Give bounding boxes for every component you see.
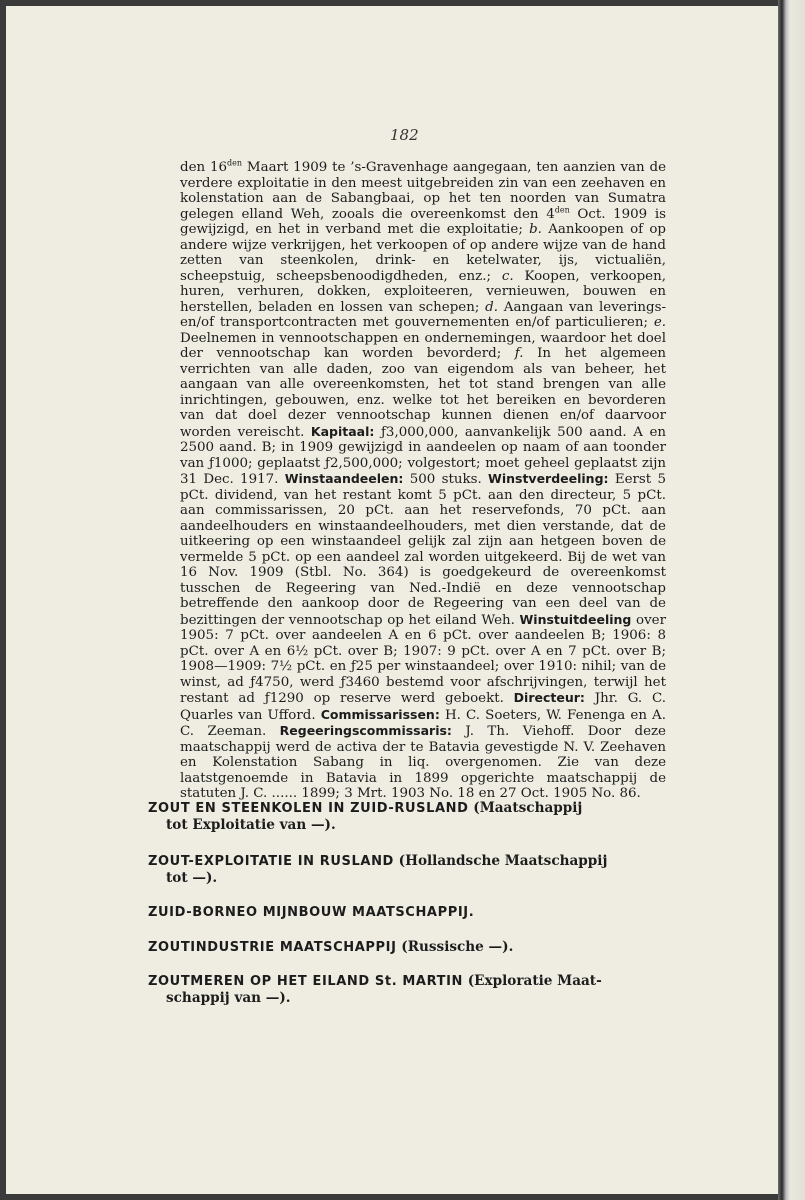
page-number: 182 [390, 126, 419, 144]
entry-note: (Russische —). [396, 939, 514, 955]
entry-note: (Maatschappij [468, 800, 583, 816]
field-label-kapitaal: Kapitaal: [310, 423, 375, 439]
entry-title: ZOUT EN STEENKOLEN IN ZUID-RUSLAND [148, 801, 469, 816]
entry-heading [148, 973, 668, 1006]
text-run: den 16 [180, 160, 228, 175]
entry-heading [148, 800, 668, 833]
text-run: Koopen, verkoopen, huren, verhuren, dokken, exploiteeren, vernieuwen, bouwen en herstellen, beladen en lossen van schepen; [180, 268, 666, 315]
entry-continuation: tot Exploitatie van —). [166, 817, 336, 833]
text-run: over 1905: 7 pCt. over aandeelen A en 6 pCt. over aandeelen B; 1906: 8 pCt. over A en 6½ pCt. over B; 1907: 9 pCt. over A en 7 pCt. over B; 1908—1909: 7½ pCt. en ƒ25 per winstaandeel; over 1910: nihil; van de winst, ad ƒ4750, werd ƒ3460 bestemd voor afschrijvingen, terwijl het restant ad ƒ1290 op reserve werd geboekt. [180, 612, 666, 706]
entry-title: ZOUTINDUSTRIE MAATSCHAPPIJ [148, 940, 397, 955]
text-run: Eerst 5 pCt. dividend, van het restant komt 5 pCt. aan den directeur, 5 pCt. aan commissarissen, 20 pCt. aan het reservefonds, 70 pCt. aan aandeelhouders en winstaandeelhouders, met dien verstande, dat de uitkeering op een winstaandeel gelijk zal zijn aan hetgeen boven de vermelde 5 pCt. op een aandeel zal worden uitgekeerd. Bij de wet van 16 Nov. 1909 (Stbl. No. 364) is goedgekeurd de overeenkomst tusschen de Regeering van Ned.-Indië en deze vennootschap betreffende den aankoop door de Regeering van een deel van de bezittingen der vennootschap op het eiland Weh. [180, 472, 667, 628]
entry-title: ZOUT-EXPLOITATIE IN RUSLAND [148, 854, 394, 869]
entry-heading [148, 904, 668, 921]
superscript: den [227, 158, 243, 168]
list-label: d. [485, 299, 498, 315]
main-paragraph [180, 160, 666, 802]
field-label-directeur: Directeur: [513, 690, 585, 705]
entry-note: (Hollandsche Maatschappij [393, 853, 608, 869]
entry-continuation: schappij van —). [166, 990, 291, 1006]
list-label: b. [529, 222, 542, 237]
text-run: ƒ3,000,000, aanvankelijk 500 aand. A en 2500 aand. B; in 1909 gewijzigd in aandeelen op naam of aan toonder van ƒ1000; geplaatst ƒ2,500,000; volgestort; moet geheel geplaatst zijn 31 Dec. 1917. [180, 424, 667, 487]
field-label-regeeringscommissaris: Regeeringscommissaris: [279, 723, 452, 738]
entry-title: ZUID-BORNEO MIJNBOUW MAATSCHAPPIJ. [148, 905, 475, 920]
text-run: Aangaan van leverings- en/of transportcontracten met gouvernementen en/of particulieren; [180, 299, 666, 330]
text-run: In het algemeen verrichten van alle daden, zoo van eigendom als van beheer, het aangaan van alle overeenkomsten, het tot stand brengen van alle inrichtingen, gebouwen, enz. welke tot het bereiken en bevorderen van dat doel dezer vennootschap kunnen dienen en/of daarvoor worden vereischt. [180, 346, 666, 440]
entry-note: (Exploratie Maat- [462, 973, 602, 989]
text-run: Deelnemen in vennootschappen en ondernemingen, waardoor het doel der vennootschap kan worden bevorderd; [180, 330, 666, 361]
field-label-winstuitdeeling: Winstuitdeeling [519, 611, 632, 627]
list-label: e. [653, 315, 666, 330]
text-run: Aankoopen of op andere wijze verkrijgen, het verkoopen of op andere wijze van de hand zetten van steenkolen, drink- en ketelwater, ijs, victualiën, scheepstuig, scheepsbenoodigdheden, enz.; [180, 222, 666, 284]
text-run: H. C. Soeters, W. Fenenga en A. C. Zeeman. [180, 707, 666, 739]
field-label-commissarissen: Commissarissen: [320, 706, 440, 722]
list-label: c. [501, 268, 514, 284]
text-run: Jhr. G. C. Quarles van Ufford. [180, 691, 667, 723]
page-edge [778, 0, 805, 1200]
text-run: J. Th. Viehoff. Door deze maatschappij werd de activa der te Batavia gevestigde N. V. Zeehaven en Kolenstation Sabang in liq. overgenomen. Zie van deze laatstgenoemde in Batavia in 1899 opgerichte maatschappij de statuten J. C. ...... 1899; 3 Mrt. 1903 No. 18 en 27 Oct. 1905 No. 86. [180, 724, 666, 801]
field-label-winstverdeeling: Winstverdeeling: [488, 471, 609, 486]
entry-continuation: tot —). [166, 870, 218, 886]
superscript: den [554, 205, 570, 215]
text-run: Maart 1909 te ’s-Gravenhage aangegaan, ten aanzien van de verdere exploitatie in den meest uitgebreiden zin van een zeehaven en kolenstation aan de Sabangbaai, op het ten noorden van Sumatra gelegen elland Weh, zooals die overeenkomst den 4 [180, 160, 667, 222]
text-run: 500 stuks. [403, 472, 489, 487]
entry-heading [148, 939, 668, 956]
entry-heading [148, 853, 668, 886]
entry-title: ZOUTMEREN OP HET EILAND St. MARTIN [148, 974, 463, 989]
list-label: f. [514, 346, 524, 361]
text-run: Oct. 1909 is gewijzigd, en het in verband met die exploitatie; [180, 206, 666, 237]
field-label-winstaandeelen: Winstaandeelen: [284, 471, 404, 486]
